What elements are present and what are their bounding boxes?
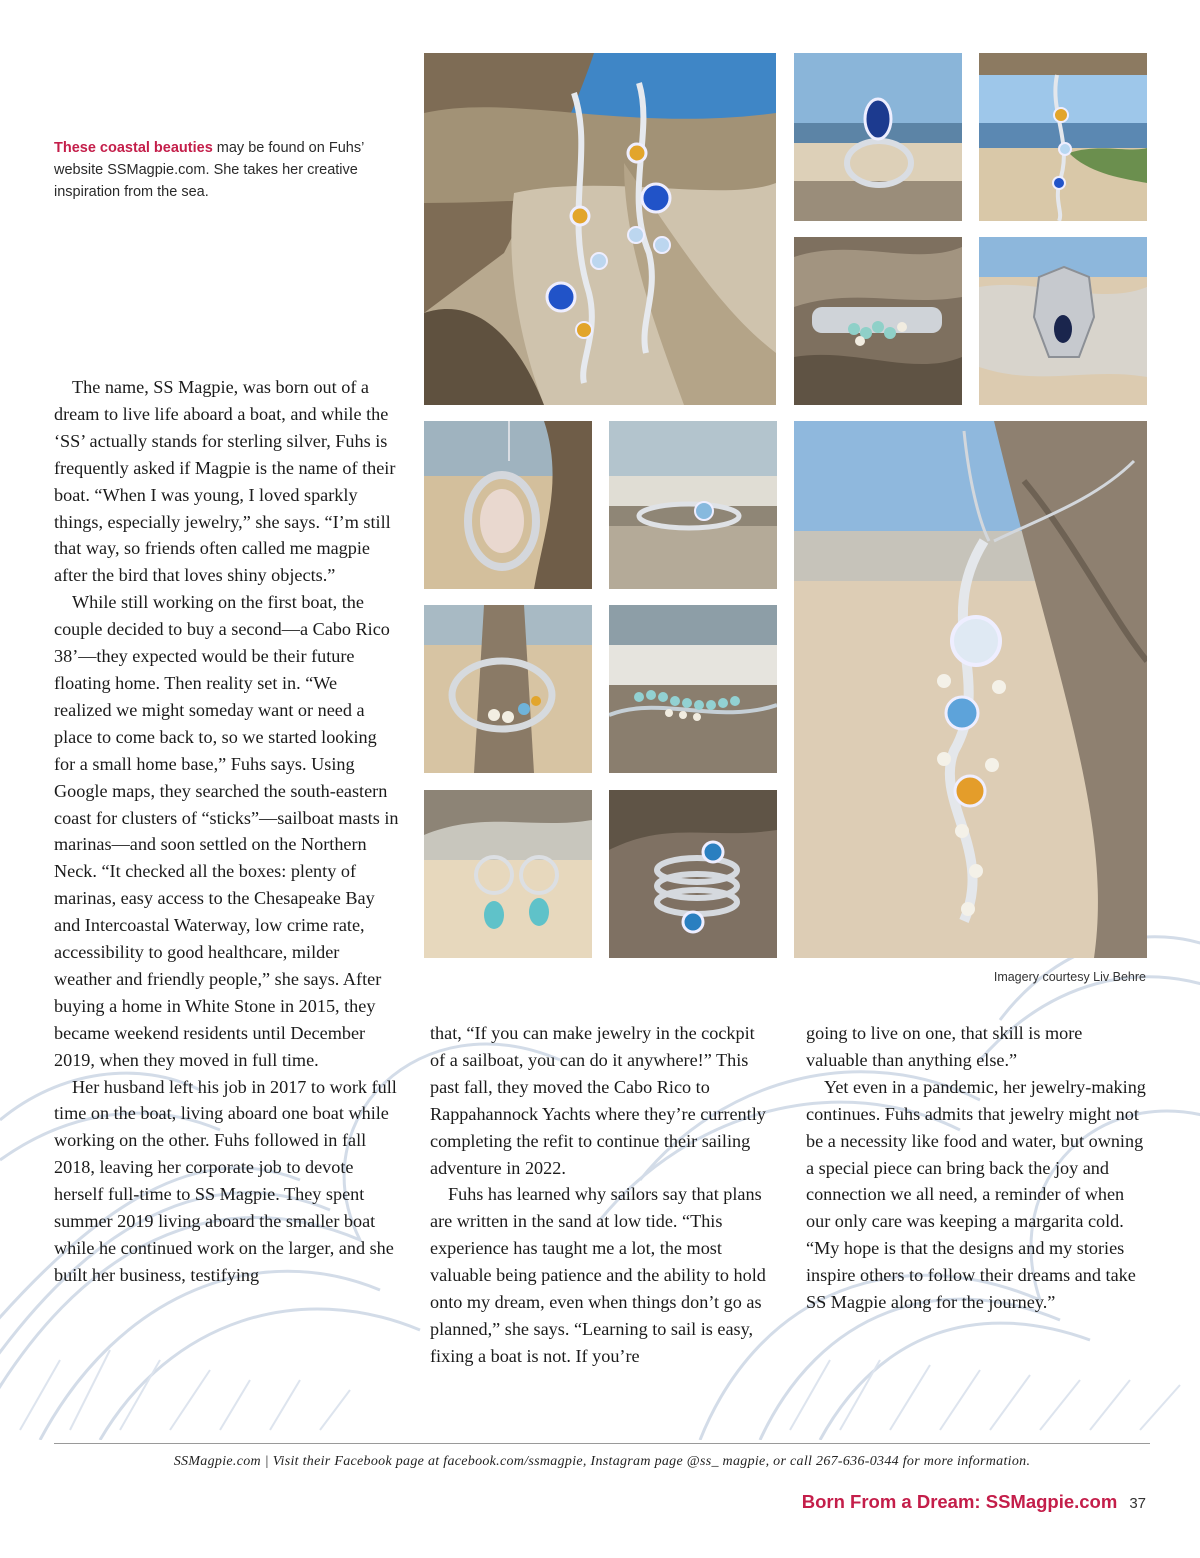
contact-info-line: SSMagpie.com | Visit their Facebook page at facebook.com/ssmagpie, Instagram page @ss_ magpie, or call 267-636-0344 for more information.	[173, 1454, 1031, 1469]
photo-stacked-rings-wood	[609, 421, 777, 589]
photo-tall-pendant-chain	[794, 421, 1147, 958]
photo-dark-stone-ring	[979, 237, 1147, 405]
photo-caption	[54, 137, 384, 203]
paragraph: Yet even in a pandemic, her jewelry-making continues. Fuhs admits that jewelry might not be a necessity like food and water, but owning a special piece can bring back the joy and connection we all need, a reminder of when our only care was keeping a margarita cold. “My hope is that the designs and my stories inspire others to follow their dreams and take SS Magpie along for the journey.”	[806, 1076, 1146, 1313]
footer-divider	[54, 1443, 1150, 1444]
paragraph: that, “If you can make jewelry in the cockpit of a sailboat, you can do it anywhere!” This past fall, they moved the Cabo Rico to Rappahannock Yachts where they’re currently completing the refit to continue their sailing adventure in 2022.	[430, 1023, 766, 1178]
paragraph: Fuhs has learned why sailors say that plans are written in the sand at low tide. “This experience has taught me a lot, the most valuable being patience and the ability to hold onto my dream, even when things don’t go as planned,” she says. “Learning to sail is easy, fixing a boat is not. If you’re	[430, 1184, 766, 1366]
photo-earrings-driftwood	[424, 53, 776, 405]
article-column-2	[430, 1020, 770, 1370]
image-credit: Imagery courtesy Liv Behre	[993, 970, 1146, 984]
page-number: 37	[1129, 1495, 1146, 1512]
paragraph: Her husband left his job in 2017 to work full time on the boat, living aboard one boat while working on the other. Fuhs followed in fall 2018, leaving her corporate job to devote herself full-time to SS Magpie. They spent summer 2019 living aboard the smaller boat while he continued work on the larger, and she built her business, testifying	[54, 1076, 397, 1285]
caption-lead: These coastal beauties	[54, 140, 213, 156]
photo-larimar-bracelet	[609, 605, 777, 773]
photo-hoop-earrings	[424, 790, 592, 958]
article-column-1	[54, 374, 399, 1289]
paragraph: While still working on the first boat, the couple decided to buy a second—a Cabo Rico 38’—they expected would be their future floating home. Then reality set in. “We realized we might someday want or need a place to come back to, so we started looking for a small home base,” Fuhs says. Using Google maps, they searched the south-eastern coast for clusters of “sticks”—sailboat masts in marinas—and soon settled on the Northern Neck. “It checked all the boxes: plenty of marinas, easy access to the Chesapeake Bay and Intercoastal Waterway, low crime rate, accessibility to good healthcare, milder weather and friendly people,” she says. After buying a home in White Stone in 2015, they became weekend residents until December 2019, when they moved in full time.	[54, 592, 399, 1070]
photo-pendant-dunes	[979, 53, 1147, 221]
paragraph: going to live on one, that skill is more valuable than anything else.”	[806, 1023, 1083, 1070]
photo-sapphire-ring-beach	[794, 53, 962, 221]
photo-spiral-ring	[609, 790, 777, 958]
photo-pearl-bracelet	[424, 605, 592, 773]
paragraph: The name, SS Magpie, was born out of a dream to live life aboard a boat, and while the ‘SS’ actually stands for sterling silver, Fuhs is frequently asked if Magpie is the name of their boat. “When I was young, I loved sparkly things, especially jewelry,” she says. “I’m still that way, so friends often called me magpie after the bird that loves shiny objects.”	[54, 377, 396, 586]
caption-text: may be found on Fuhs’ website SSMagpie.com. She takes her creative inspiration from the sea.	[54, 140, 364, 200]
page-folio	[802, 1491, 1146, 1513]
photo-pearl-pendant	[424, 421, 592, 589]
article-column-3	[806, 1020, 1146, 1316]
photo-bead-bracelet-driftwood	[794, 237, 962, 405]
running-title: Born From a Dream: SSMagpie.com	[801, 1491, 1118, 1512]
